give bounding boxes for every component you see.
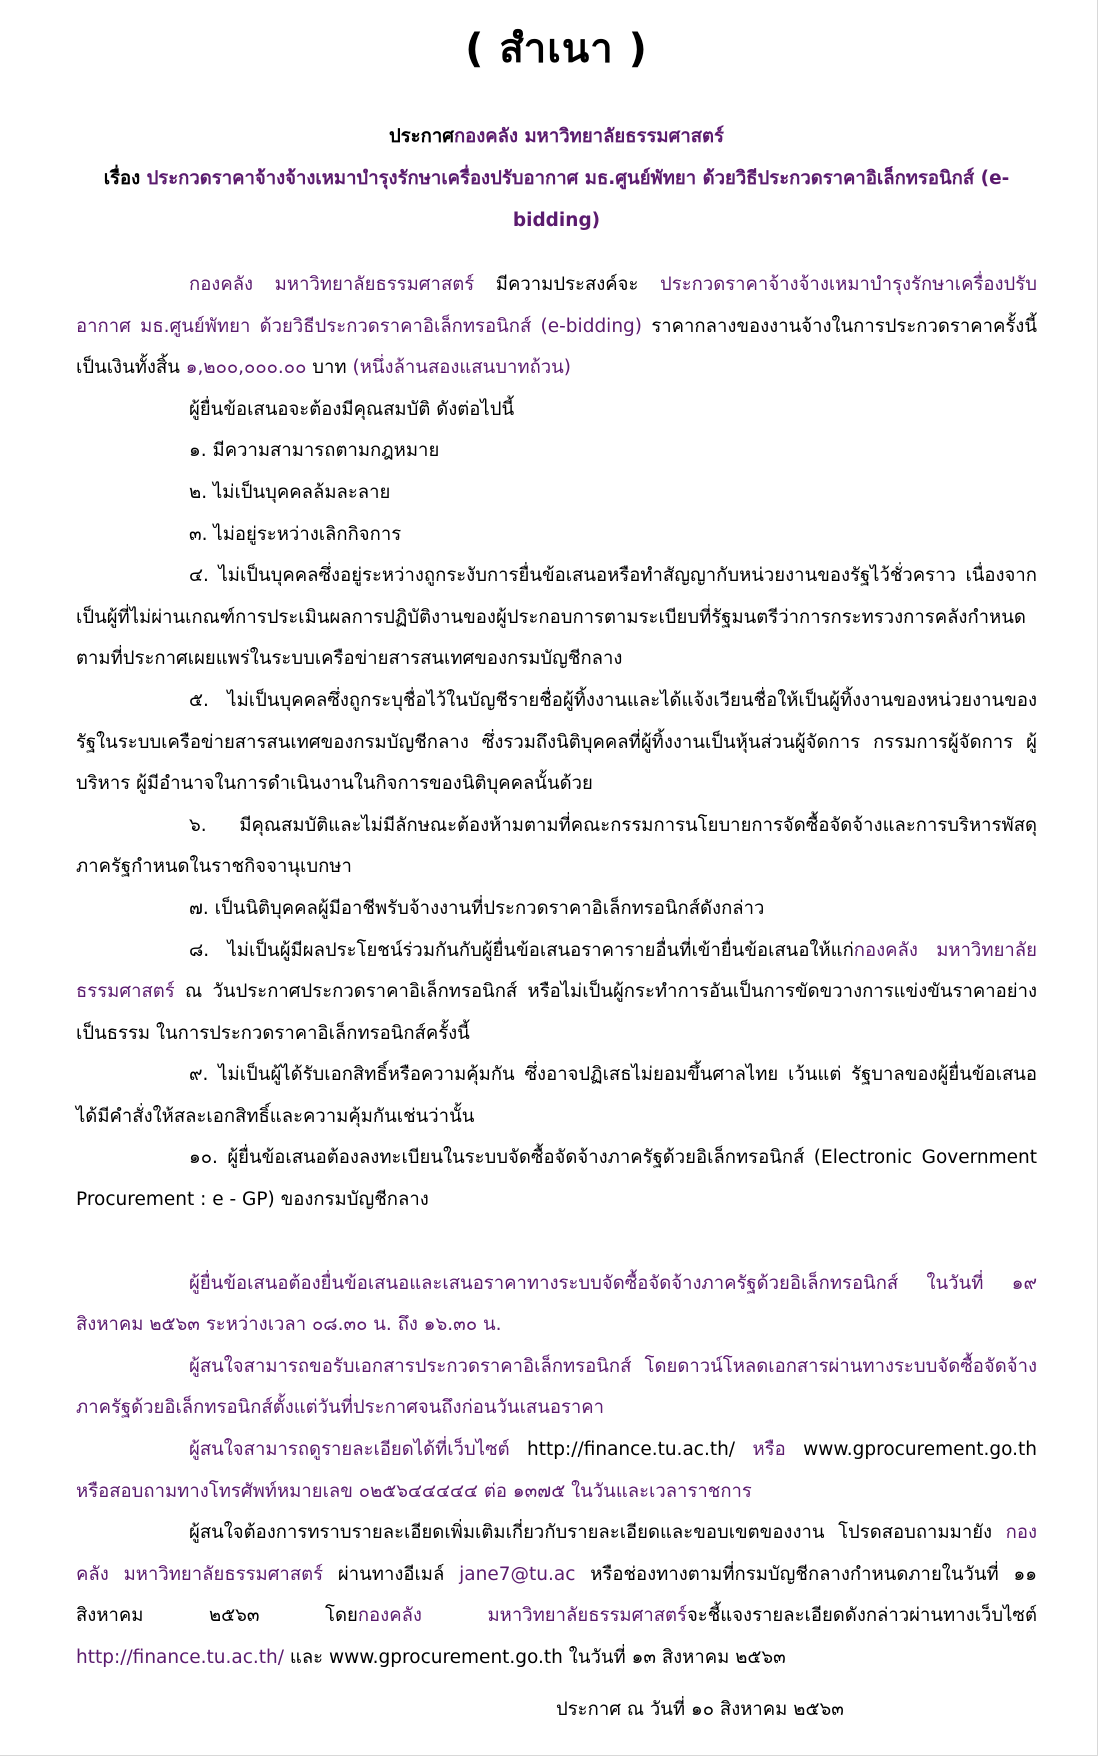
qualification-7: ๗. เป็นนิติบุคคลผู้มีอาชีพรับจ้างงานที่ประกวดราคาอิเล็กทรอนิกส์ดังกล่าว — [189, 897, 765, 919]
qualification-4: ๔. ไม่เป็นบุคคลซึ่งอยู่ระหว่างถูกระงับการยื่นข้อเสนอหรือทำสัญญากับหน่วยงานของรัฐไว้ชั่วคราว เนื่องจากเป็นผู้ที่ไม่ผ่านเกณฑ์การประเมินผลการปฏิบัติงานของผู้ประกอบการตามระเบียบที่รัฐมนตรีว่าการกระทรวงการคลังกำหนดตามที่ประกาศเผยแพร่ในระบบเครือข่ายสารสนเทศของกรมบัญชีกลาง — [76, 565, 1037, 670]
inquiry-text-d: จะชี้แจงรายละเอียดดังกล่าวผ่านทางเว็บไซต์ — [686, 1605, 1037, 1627]
title-org: กองคลัง มหาวิทยาลัยธรรมศาสตร์ — [453, 126, 724, 147]
details-paragraph — [76, 1429, 1037, 1512]
subject-text: ประกวดราคาจ้างจ้างเหมาบำรุงรักษาเครื่องปรับอากาศ มธ.ศูนย์พัทยา ด้วยวิธีประกวดราคาอิเล็กทรอนิกส์ (e-bidding) — [146, 168, 1010, 231]
intro-price-amount: ๑,๒๐๐,๐๐๐.๐๐ — [185, 357, 307, 379]
inquiry-org: กองคลัง มหาวิทยาลัยธรรมศาสตร์ — [76, 1522, 1037, 1585]
qualification-6: ๖. มีคุณสมบัติและไม่มีลักษณะต้องห้ามตามที่คณะกรรมการนโยบายการจัดซื้อจัดจ้างและการบริหารพัสดุภาครัฐกำหนดในราชกิจจานุเบกษา — [76, 814, 1037, 878]
qualification-5: ๕. ไม่เป็นบุคคลซึ่งถูกระบุชื่อไว้ในบัญชีรายชื่อผู้ทิ้งงานและได้แจ้งเวียนชื่อให้เป็นผู้ทิ้งงานของหน่วยงานของรัฐในระบบเครือข่ายสารสนเทศของกรมบัญชีกลาง ซึ่งรวมถึงนิติบุคคลที่ผู้ทิ้งงานเป็นหุ้นส่วนผู้จัดการ กรรมการผู้จัดการ ผู้บริหาร ผู้มีอำนาจในการดำเนินงานในกิจการของนิติบุคคลนั้นด้วย — [76, 689, 1037, 795]
intro-paragraph — [76, 264, 1037, 389]
details-link-finance[interactable]: http://finance.tu.ac.th/ — [527, 1439, 736, 1461]
announcement-title — [76, 116, 1037, 158]
qualification-8-org: กองคลัง มหาวิทยาลัยธรรมศาสตร์ — [76, 939, 1037, 1003]
inquiry-paragraph — [76, 1512, 1037, 1678]
inquiry-text-c: หรือช่องทางตามที่กรมบัญชีกลางกำหนดภายในวันที่ ๑๑ สิงหาคม ๒๕๖๓ โดย — [76, 1563, 1037, 1627]
subject-prefix: เรื่อง — [103, 168, 141, 189]
inquiry-text-a: ผู้สนใจต้องการทราบรายละเอียดเพิ่มเติมเกี่ยวกับรายละเอียดและขอบเขตของงาน โปรดสอบถามมายัง — [189, 1522, 1006, 1544]
intro-intent: มีความประสงค์จะ — [474, 274, 661, 295]
qualification-8-text-a: ๘. ไม่เป็นผู้มีผลประโยชน์ร่วมกันกับผู้ยื่นข้อเสนอราคารายอื่นที่เข้ายื่นข้อเสนอให้แก่ — [189, 939, 854, 961]
documents-paragraph: ผู้สนใจสามารถขอรับเอกสารประกวดราคาอิเล็กทรอนิกส์ โดยดาวน์โหลดเอกสารผ่านทางระบบจัดซื้อจัดจ้างภาครัฐด้วยอิเล็กทรอนิกส์ตั้งแต่วันที่ประกาศจนถึงก่อนวันเสนอราคา — [76, 1355, 1037, 1419]
details-link-gprocurement[interactable]: www.gprocurement.go.th — [803, 1439, 1037, 1461]
inquiry-email[interactable]: jane7@tu.ac — [459, 1563, 576, 1585]
announcement-body — [76, 264, 1037, 1679]
intro-org: กองคลัง มหาวิทยาลัยธรรมศาสตร์ — [189, 274, 475, 295]
section-gap — [76, 1221, 1037, 1263]
announcement-subject — [76, 158, 1037, 242]
inquiry-link-finance[interactable]: http://finance.tu.ac.th/ — [76, 1647, 285, 1668]
title-prefix: ประกาศ — [389, 126, 454, 147]
inquiry-and: และ — [284, 1647, 329, 1668]
details-or: หรือ — [735, 1439, 804, 1461]
submission-paragraph: ผู้ยื่นข้อเสนอต้องยื่นข้อเสนอและเสนอราคาทางระบบจัดซื้อจัดจ้างภาครัฐด้วยอิเล็กทรอนิกส์ ในวันที่ ๑๙ สิงหาคม ๒๕๖๓ ระหว่างเวลา ๐๘.๓๐ น. ถึง ๑๖.๓๐ น. — [76, 1272, 1037, 1336]
intro-baht: บาท — [306, 357, 353, 379]
qualifications-lead: ผู้ยื่นข้อเสนอจะต้องมีคุณสมบัติ ดังต่อไปนี้ — [189, 398, 515, 420]
qualification-3: ๓. ไม่อยู่ระหว่างเลิกกิจการ — [189, 523, 402, 545]
qualification-10: ๑๐. ผู้ยื่นข้อเสนอต้องลงทะเบียนในระบบจัดซื้อจัดจ้างภาครัฐด้วยอิเล็กทรอนิกส์ (Electronic Government Procurement : e - GP) ของกรมบัญชีกลาง — [76, 1147, 1037, 1211]
qualification-8-text-b: ณ วันประกาศประกวดราคาอิเล็กทรอนิกส์ หรือไม่เป็นผู้กระทำการอันเป็นการขัดขวางการแข่งขันราคาอย่างเป็นธรรม ในการประกวดราคาอิเล็กทรอนิกส์ครั้งนี้ — [76, 981, 1037, 1044]
details-text-a: ผู้สนใจสามารถดูรายละเอียดได้ที่เว็บไซต์ — [189, 1439, 528, 1461]
inquiry-text-b: ผ่านทางอีเมล์ — [323, 1563, 460, 1585]
qualification-2: ๒. ไม่เป็นบุคคลล้มละลาย — [189, 481, 391, 503]
details-text-b: หรือสอบถามทางโทรศัพท์หมายเลข ๐๒๕๖๔๔๔๔๔ ต่อ ๑๓๗๕ ในวันและเวลาราชการ — [76, 1480, 752, 1502]
qualification-8 — [76, 930, 1037, 1055]
inquiry-text-e: ในวันที่ ๑๓ สิงหาคม ๒๕๖๓ — [562, 1647, 786, 1668]
copy-mark: ( สำเนา ) — [465, 26, 648, 72]
intro-price-words: (หนึ่งล้านสองแสนบาทถ้วน) — [352, 357, 572, 379]
announcement-date: ประกาศ ณ วันที่ ๑๐ สิงหาคม ๒๕๖๓ — [556, 1699, 844, 1720]
qualification-9: ๙. ไม่เป็นผู้ได้รับเอกสิทธิ์หรือความคุ้มกัน ซึ่งอาจปฏิเสธไม่ยอมขึ้นศาลไทย เว้นแต่ รัฐบาลของผู้ยื่นข้อเสนอได้มีคำสั่งให้สละเอกสิทธิ์และความคุ้มกันเช่นว่านั้น — [76, 1064, 1037, 1127]
intro-price-text: ราคากลางของงานจ้างในการประกวดราคาครั้งนี้เป็นเงินทั้งสิ้น — [76, 315, 1037, 379]
inquiry-link-gprocurement[interactable]: www.gprocurement.go.th — [328, 1647, 563, 1668]
inquiry-org-2: กองคลัง มหาวิทยาลัยธรรมศาสตร์ — [357, 1605, 687, 1627]
qualification-1: ๑. มีความสามารถตามกฎหมาย — [189, 440, 440, 462]
intro-project: ประกวดราคาจ้างจ้างเหมาบำรุงรักษาเครื่องปรับอากาศ มธ.ศูนย์พัทยา ด้วยวิธีประกวดราคาอิเล็กทรอนิกส์ (e-bidding) — [76, 274, 1037, 337]
